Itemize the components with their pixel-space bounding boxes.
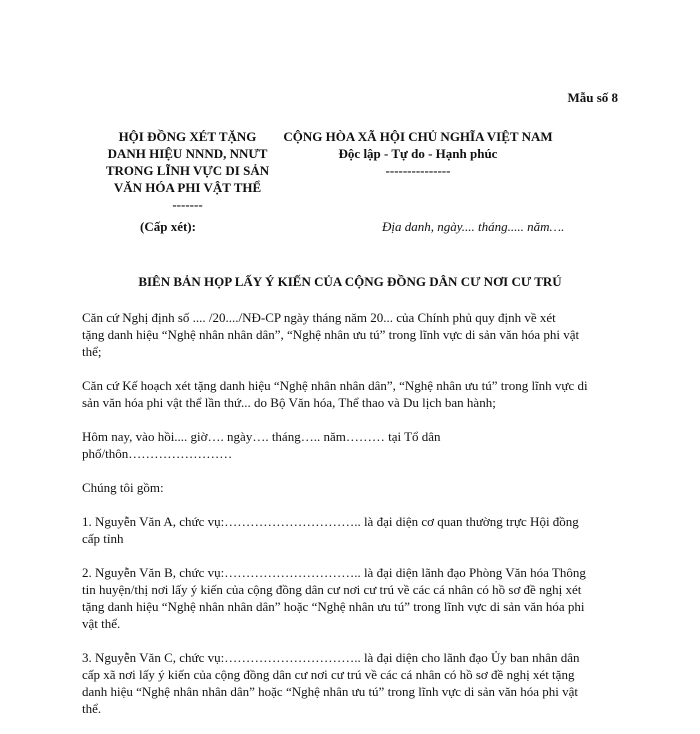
- council-header-line: DANH HIỆU NNND, NNƯT: [107, 146, 268, 161]
- paragraph-line: danh hiệu “Nghệ nhân nhân dân” hoặc “Nghệ nhân ưu tú” trong lĩnh vực di sản văn hóa phi vật: [82, 684, 579, 699]
- paragraph-line: thể.: [82, 701, 102, 716]
- review-level-label: (Cấp xét):: [140, 219, 196, 234]
- paragraph-line: tặng danh hiệu “Nghệ nhân nhân dân” hoặc “Nghệ nhân ưu tú” trong lĩnh vực di sản văn hóa phi: [82, 599, 585, 614]
- paragraph-line: Căn cứ Nghị định số .... /20..../NĐ-CP ngày tháng năm 20... của Chính phủ quy định về xét: [82, 310, 556, 325]
- paragraph-line: cấp tỉnh: [82, 531, 124, 546]
- council-header-divider: -------: [172, 197, 203, 212]
- council-header: [95, 128, 280, 213]
- paragraph-line: cấp xã nơi lấy ý kiến của cộng đồng dân cư nơi cư trú về các cá nhân có hồ sơ đề nghị xét tặng: [82, 667, 575, 682]
- document-title: BIÊN BẢN HỌP LẤY Ý KIẾN CỦA CỘNG ĐỒNG DÂN CƯ NƠI CƯ TRÚ: [138, 274, 562, 289]
- participant-item: [82, 649, 622, 717]
- paragraph-line: Chúng tôi gồm:: [82, 480, 164, 495]
- council-header-line: TRONG LĨNH VỰC DI SẢN: [105, 163, 270, 178]
- participant-item: [82, 513, 622, 547]
- paragraph-line: 1. Nguyễn Văn A, chức vụ:………………………….. là đại diện cơ quan thường trực Hội đồng: [82, 514, 579, 529]
- paragraph-line: Hôm nay, vào hồi.... giờ…. ngày…. tháng….. năm……… tại Tổ dân: [82, 429, 441, 444]
- paragraph-plan-basis: [82, 377, 622, 411]
- paragraph-line: Căn cứ Kế hoạch xét tặng danh hiệu “Nghệ nhân nhân dân”, “Nghệ nhân ưu tú” trong lĩnh vực di: [82, 378, 588, 393]
- paragraph-line: thể;: [82, 344, 102, 359]
- participant-item: [82, 564, 622, 632]
- paragraph-line: 2. Nguyễn Văn B, chức vụ:………………………….. là đại diện lãnh đạo Phòng Văn hóa Thông: [82, 565, 586, 580]
- paragraph-line: phố/thôn……………………: [82, 446, 233, 461]
- paragraph-participants-intro: [82, 479, 622, 496]
- paragraph-meeting-time: [82, 428, 622, 462]
- document-body: [82, 309, 622, 734]
- paragraph-line: sản văn hóa phi vật thể lần thứ... do Bộ Văn hóa, Thể thao và Du lịch ban hành;: [82, 395, 496, 410]
- paragraph-line: 3. Nguyễn Văn C, chức vụ:………………………….. là đại diện cho lãnh đạo Ủy ban nhân dân: [82, 650, 580, 665]
- form-number: Mẫu số 8: [567, 90, 618, 105]
- national-motto: Độc lập - Tự do - Hạnh phúc: [338, 146, 498, 161]
- paragraph-line: tin huyện/thị nơi lấy ý kiến của cộng đồng dân cư nơi cư trú về các cá nhân có hồ sơ đề nghị xét: [82, 582, 582, 597]
- paragraph-legal-basis: [82, 309, 622, 360]
- place-date-line: Địa danh, ngày.... tháng..... năm….: [382, 219, 565, 234]
- national-title: CỘNG HÒA XÃ HỘI CHỦ NGHĨA VIỆT NAM: [283, 129, 553, 144]
- national-header: [268, 128, 568, 179]
- council-header-line: HỘI ĐỒNG XÉT TẶNG: [118, 129, 257, 144]
- council-header-line: VĂN HÓA PHI VẬT THỂ: [113, 180, 262, 195]
- paragraph-line: tặng danh hiệu “Nghệ nhân nhân dân”, “Nghệ nhân ưu tú” trong lĩnh vực di sản văn hóa phi vật: [82, 327, 580, 342]
- paragraph-line: vật thể.: [82, 616, 121, 631]
- national-header-divider: ---------------: [385, 163, 451, 178]
